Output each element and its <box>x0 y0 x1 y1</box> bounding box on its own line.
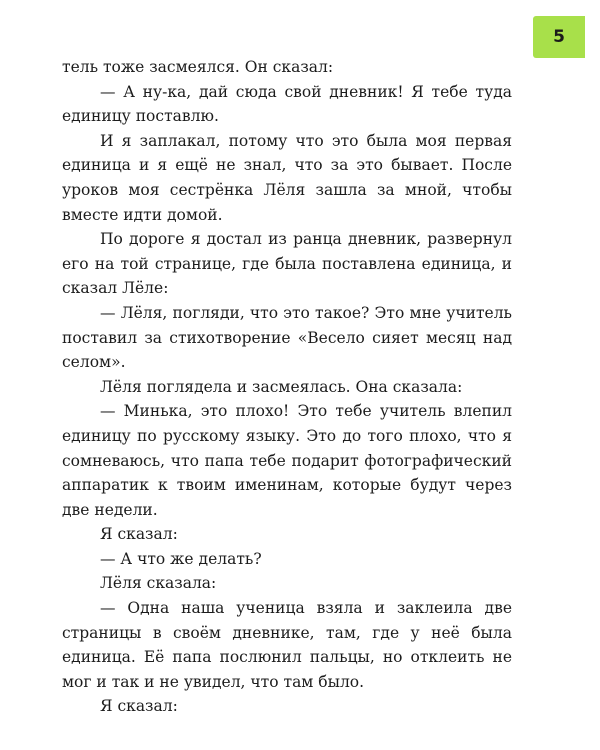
book-text <box>62 55 512 719</box>
page-number-tab <box>533 16 585 58</box>
paragraph: И я заплакал, потому что это была моя первая единица и я ещё не знал, что за это бывает. После уроков моя сестрёнка Лёля зашла за мной, чтобы вместе идти домой. <box>62 131 512 224</box>
paragraph: — А ну-ка, дай сюда свой дневник! Я тебе туда единицу поставлю. <box>62 82 512 126</box>
paragraph: тель тоже засмеялся. Он сказал: <box>62 58 334 76</box>
paragraph: — А что же делать? <box>100 549 262 568</box>
paragraph: — Минька, это плохо! Это тебе учитель влепил единицу по русскому языку. Это до того плохо, что я сомневаюсь, что папа тебе подарит фотографический аппаратик к твоим именинам, которые будут через две недели. <box>62 402 512 519</box>
paragraph: По дороге я достал из ранца дневник, развернул его на той странице, где была поставлена единица, и сказал Лёле: <box>62 230 512 298</box>
page-number: 5 <box>553 27 565 47</box>
paragraph: Я сказал: <box>100 697 178 716</box>
paragraph: Я сказал: <box>100 525 178 544</box>
paragraph: — Одна наша ученица взяла и заклеила две страницы в своём дневнике, там, где у неё была единица. Её папа послюнил пальцы, но отклеить не мог и так и не увидел, что там было. <box>62 599 512 691</box>
paragraph: — Лёля, погляди, что это такое? Это мне учитель поставил за стихотворение «Весело сияет месяц над селом». <box>62 303 512 372</box>
paragraph: Лёля сказала: <box>100 574 217 593</box>
paragraph: Лёля поглядела и засмеялась. Она сказала: <box>100 377 463 396</box>
